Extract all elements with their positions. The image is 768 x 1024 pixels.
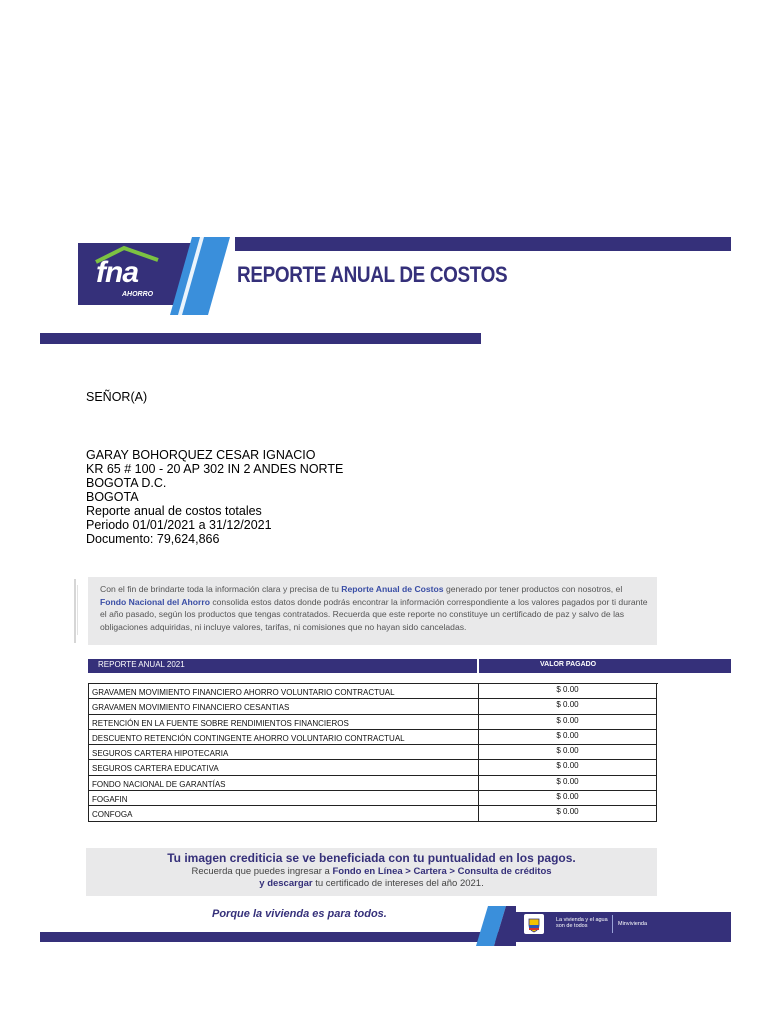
footer-tagline: Porque la vivienda es para todos. [212,908,387,920]
side-fine-print [72,577,80,645]
row-value: $ 0.00 [479,791,657,806]
recipient-city-2: BOGOTA [86,490,139,504]
footer-accent-stripe [476,906,516,946]
row-value: $ 0.00 [479,715,657,730]
recipient-name: GARAY BOHORQUEZ CESAR IGNACIO [86,448,316,462]
row-concept: FOGAFIN [89,791,479,806]
row-concept: RETENCIÓN EN LA FUENTE SOBRE RENDIMIENTOS FINANCIEROS [89,715,479,730]
table-row [89,745,658,760]
colombia-crest-icon [524,914,544,934]
header-bottom-bar [40,333,481,344]
table-row [89,776,658,791]
salutation: SEÑOR(A) [86,390,148,404]
cost-table [88,683,658,822]
row-value: $ 0.00 [479,684,657,699]
table-header-concept: REPORTE ANUAL 2021 [98,660,185,669]
table-row [89,730,658,745]
table-header-value: VALOR PAGADO [540,661,597,668]
row-value: $ 0.00 [479,776,657,791]
row-concept: GRAVAMEN MOVIMIENTO FINANCIERO AHORRO VOLUNTARIO CONTRACTUAL [89,684,479,699]
promo-text: Recuerda que puedes ingresar a Fondo en Línea > Cartera > Consulta de créditos y descargar tu certificado de intereses del año 2021. [191,866,552,889]
recipient-city: BOGOTA D.C. [86,476,167,490]
table-row [89,806,658,821]
ministry-name: Minvivienda [618,921,648,927]
logo-accent-stripe [170,237,230,315]
row-value: $ 0.00 [479,806,657,821]
table-row [89,791,658,806]
info-paragraph: Con el fin de brindarte toda la información clara y precisa de tu Reporte Anual de Costos generado por tener productos con nosotros, el Fondo Nacional del Ahorro consolida estos datos donde podrás encontrar la información correspondiente a los valores pagados por ti durante el año pasado, según los productos que tengas contratados. Recuerda que este reporte no constituye un certificado de paz y salvo de las obligaciones adquiridas, ni incluye valores, tarifas, ni comisiones que no hayan sido canceladas. [100,584,648,632]
page-title: REPORTE ANUAL DE COSTOS [237,262,508,287]
logo-subtext: AHORRO [122,291,154,298]
row-concept: FONDO NACIONAL DE GARANTÍAS [89,776,479,791]
promo-headline: Tu imagen crediticia se ve beneficiada con tu puntualidad en los pagos. [167,851,576,865]
row-concept: DESCUENTO RETENCIÓN CONTINGENTE AHORRO VOLUNTARIO CONTRACTUAL [89,730,479,745]
row-value: $ 0.00 [479,760,657,775]
row-value: $ 0.00 [479,699,657,714]
table-header-divider [477,659,479,673]
row-concept: SEGUROS CARTERA EDUCATIVA [89,760,479,775]
report-name: Reporte anual de costos totales [86,504,262,518]
row-value: $ 0.00 [479,730,657,745]
table-row [89,760,658,775]
row-concept: CONFOGA [89,806,479,821]
row-concept: SEGUROS CARTERA HIPOTECARIA [89,745,479,760]
recipient-street: KR 65 # 100 - 20 AP 302 IN 2 ANDES NORTE [86,462,344,476]
report-period: Periodo 01/01/2021 a 31/12/2021 [86,518,272,532]
table-row [89,684,658,699]
table-row [89,699,658,714]
document-number: Documento: 79,624,866 [86,532,220,546]
government-divider [612,915,613,933]
table-row [89,715,658,730]
logo-text: fna [96,256,138,289]
government-slogan: La vivienda y el agua son de todos [556,917,608,929]
header-top-bar [235,237,731,251]
row-concept: GRAVAMEN MOVIMIENTO FINANCIERO CESANTIAS [89,699,479,714]
row-value: $ 0.00 [479,745,657,760]
